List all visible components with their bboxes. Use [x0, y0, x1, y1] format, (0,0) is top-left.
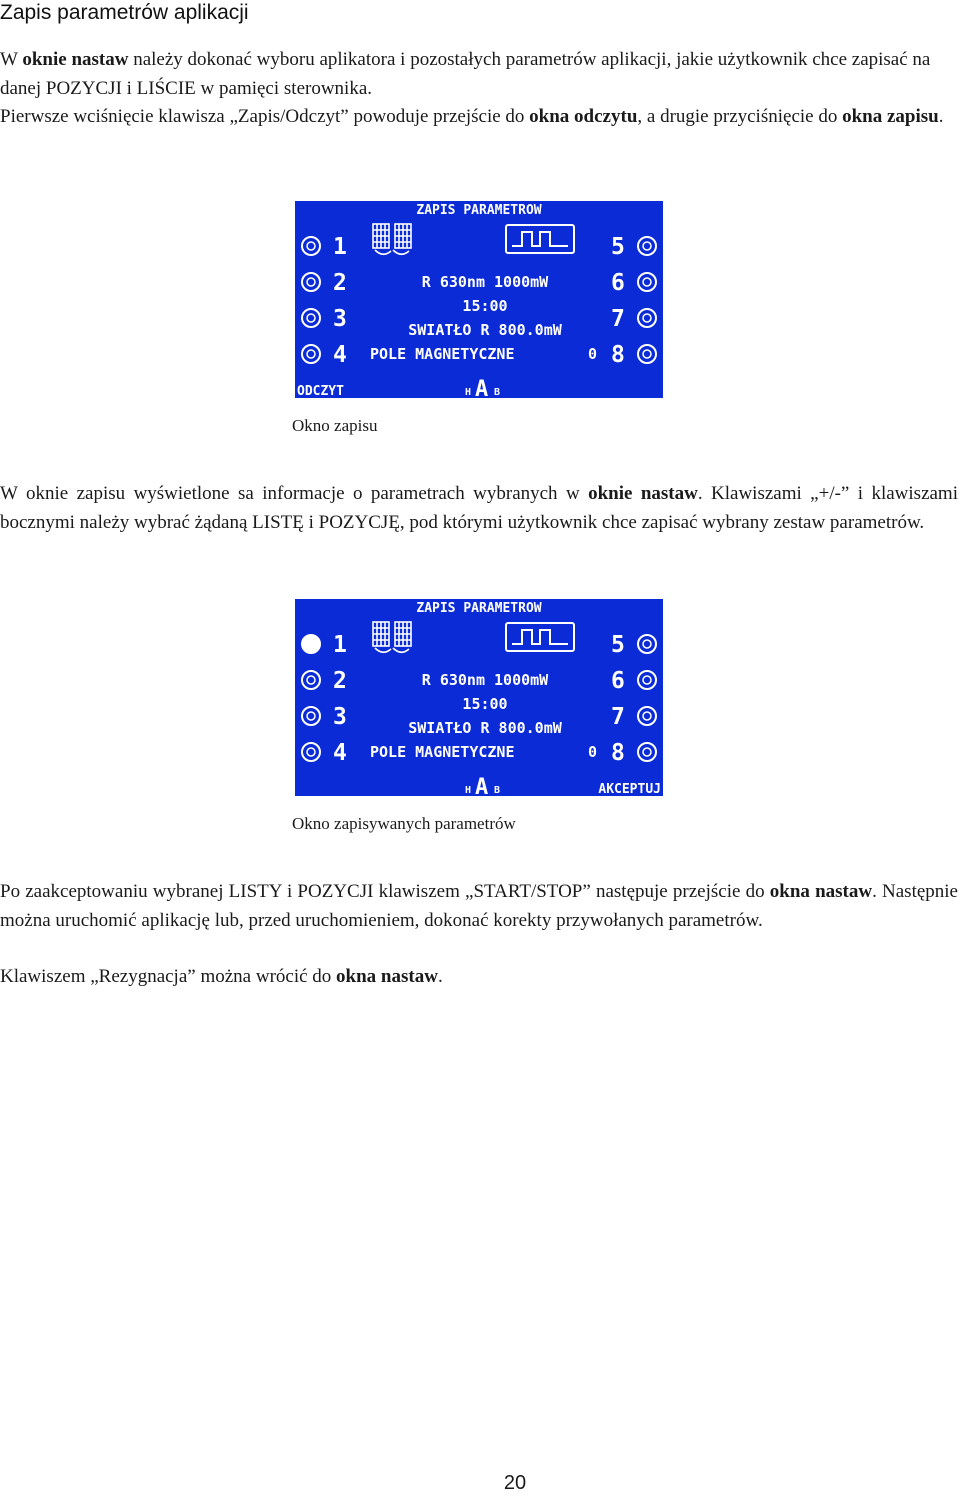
lcd-magnetic-value: 0 [588, 743, 598, 761]
lcd-time: 15:00 [462, 695, 508, 713]
lcd-footer-a: A [475, 775, 489, 796]
left-position-markers [302, 237, 320, 363]
position-number-7: 7 [611, 306, 625, 332]
position-number-6: 6 [611, 668, 625, 694]
position-number-7: 7 [611, 704, 625, 730]
accept-paragraph: Po zaakceptowaniu wybranej LISTY i POZYCJI klawiszem „START/STOP” następuje przejście do okna nastaw. Następnie można uruchomić aplikację lub, przed uruchomieniem, dokonać korekty przywołanych parametrów. [0, 881, 958, 931]
save-window-paragraph: W oknie zapisu wyświetlone sa informacje o parametrach wybranych w oknie nastaw. Klawiszami „+/-” i klawiszami bocznymi należy wybrać żądaną LISTĘ i POZYCJĘ, pod którymi użytkownik chce zapisać wybrany zestaw parametrów. [0, 483, 958, 533]
lcd-light-setting: SWIATŁO R 800.0mW [408, 321, 562, 339]
lcd-header: ZAPIS PARAMETROW [416, 601, 542, 616]
lcd-footer-a: A [475, 377, 489, 398]
applicator-grid-icon [373, 622, 411, 652]
lcd-wavelength-power: R 630nm 1000mW [421, 273, 549, 291]
lcd-header: ZAPIS PARAMETROW [416, 203, 542, 218]
position-number-5: 5 [611, 234, 625, 260]
lcd-wavelength-power: R 630nm 1000mW [421, 671, 549, 689]
position-number-6: 6 [611, 270, 625, 296]
lcd-magnetic-value: 0 [588, 345, 598, 363]
right-position-markers [638, 635, 656, 761]
lcd-screen-saved-params [295, 599, 663, 796]
lcd-footer-read: ODCZYT [297, 384, 344, 398]
lcd-footer-b: B [494, 785, 501, 796]
position-number-1: 1 [333, 632, 347, 658]
lcd-light-setting: SWIATŁO R 800.0mW [408, 719, 562, 737]
intro-paragraph: W oknie nastaw należy dokonać wyboru aplikatora i pozostałych parametrów aplikacji, jakie użytkownik chce zapisać na danej POZYCJI i LIŚCIE w pamięci sterownika. [0, 49, 931, 99]
lcd-footer-h: H [465, 785, 472, 796]
caption-save-window: Okno zapisu [292, 416, 378, 435]
pulse-waveform-icon [506, 623, 574, 651]
pulse-waveform-icon [506, 225, 574, 253]
lcd-screen-save-window [295, 201, 663, 398]
applicator-grid-icon [373, 224, 411, 254]
position-number-2: 2 [333, 668, 347, 694]
lcd-footer-accept: AKCEPTUJ [598, 782, 661, 796]
position-number-1: 1 [333, 234, 347, 260]
position-number-8: 8 [611, 342, 625, 368]
position-number-8: 8 [611, 740, 625, 766]
lcd-time: 15:00 [462, 297, 508, 315]
lcd-magnetic-field: POLE MAGNETYCZNE [370, 743, 515, 761]
lcd-magnetic-field: POLE MAGNETYCZNE [370, 345, 515, 363]
lcd-footer-h: H [465, 387, 472, 398]
left-position-markers [302, 635, 320, 761]
lcd-footer-b: B [494, 387, 501, 398]
save-read-paragraph: Pierwsze wciśnięcie klawisza „Zapis/Odczyt” powoduje przejście do okna odczytu, a drugie przyciśnięcie do okna zapisu. [0, 106, 944, 127]
right-position-markers [638, 237, 656, 363]
position-number-3: 3 [333, 306, 347, 332]
position-number-3: 3 [333, 704, 347, 730]
caption-saved-params-window: Okno zapisywanych parametrów [292, 814, 516, 833]
position-number-4: 4 [333, 342, 347, 368]
position-number-4: 4 [333, 740, 347, 766]
cancel-paragraph: Klawiszem „Rezygnacja” można wrócić do okna nastaw. [0, 966, 443, 987]
position-number-5: 5 [611, 632, 625, 658]
position-number-2: 2 [333, 270, 347, 296]
page-number: 20 [503, 1472, 527, 1494]
page-title: Zapis parametrów aplikacji [0, 1, 249, 24]
